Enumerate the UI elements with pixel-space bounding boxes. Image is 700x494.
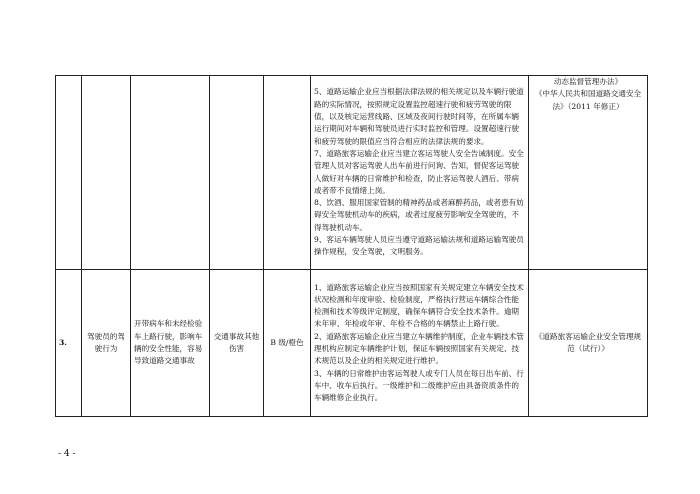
legal-basis [529, 76, 648, 270]
table-row [56, 270, 648, 417]
accident-consequence [210, 76, 264, 270]
requirement-item: 8、饮酒、服用国家管制的精神药品或者麻醉药品，或者患有妨碍安全驾驶机动车的疾病，或者过度疲劳影响安全驾驶的，不得驾驶机动车。 [314, 198, 524, 232]
requirement-item: 3、车辆的日常维护由客运驾驶人或专门人员在每日出车前、行车中、收车后执行。一级维护和二级维护应由具备资质条件的车辆维修企业执行。 [314, 368, 524, 403]
control-requirements [311, 76, 529, 270]
requirement-item: 2、道路旅客运输企业应当建立车辆维护制度，企业车辆技术管理机构应制定车辆维护计划，保证车辆按照国家有关规定、技术规范以及企业的相关规定进行维护。 [314, 331, 524, 366]
basis-item: 《道路旅客运输企业安全管理规范（试行）》 [534, 331, 642, 353]
requirement-item: 7、道路旅客运输企业应当建立客运驾驶人安全告诫制度。安全管理人员对客运驾驶人出车前进行问询、告知，督促客运驾驶人做好对车辆的日常维护和检查，防止客运驾驶人酒后、带病或者带不良情绪上岗。 [314, 148, 524, 195]
hazard-manifestation [131, 76, 210, 270]
risk-level: B 级/橙色 [264, 270, 311, 417]
hazard-table [55, 75, 648, 417]
basis-item: 《中华人民共和国道路交通安全法》（2011 年修正） [534, 89, 642, 111]
risk-level [264, 76, 311, 270]
page-number: - 4 - [58, 449, 76, 459]
control-requirements [311, 270, 529, 417]
table-row [56, 76, 648, 270]
requirement-item: 1、道路旅客运输企业应当按照国家有关规定建立车辆安全技术状况检测和年度审验、检验制度，严格执行营运车辆综合性能检测和技术等级评定制度，确保车辆符合安全技术条件。逾期未年审、年检或年审、年检不合格的车辆禁止上路行驶。 [314, 282, 524, 329]
hazard-name [82, 76, 131, 270]
accident-consequence: 交通事故其他伤害 [210, 270, 264, 417]
hazard-name: 驾驶员的驾驶行为 [82, 270, 131, 417]
requirement-item: 5、道路运输企业应当根据法律法规的相关规定以及车辆行驶道路的实际情况，按照规定设置监控超速行驶和疲劳驾驶的限值，以及核定运营线路、区域及夜间行驶时间等，在所属车辆运行期间对车辆和驾驶员进行实时监控和管理。设置超速行驶和疲劳驾驶的限值应当符合相应的法律法规的要求。 [314, 87, 524, 146]
hazard-manifestation: 开带病车和未经检验车上路行驶，影响车辆的安全性能，容易导致道路交通事故 [131, 270, 210, 417]
legal-basis [529, 270, 648, 417]
basis-item: 动态监督管理办法》 [553, 77, 623, 86]
row-number [56, 76, 82, 270]
row-number: 3. [56, 270, 82, 417]
requirement-item: 9、客运车辆驾驶人员应当遵守道路运输法规和道路运输驾驶员操作规程，安全驾驶，文明服务。 [314, 234, 524, 257]
